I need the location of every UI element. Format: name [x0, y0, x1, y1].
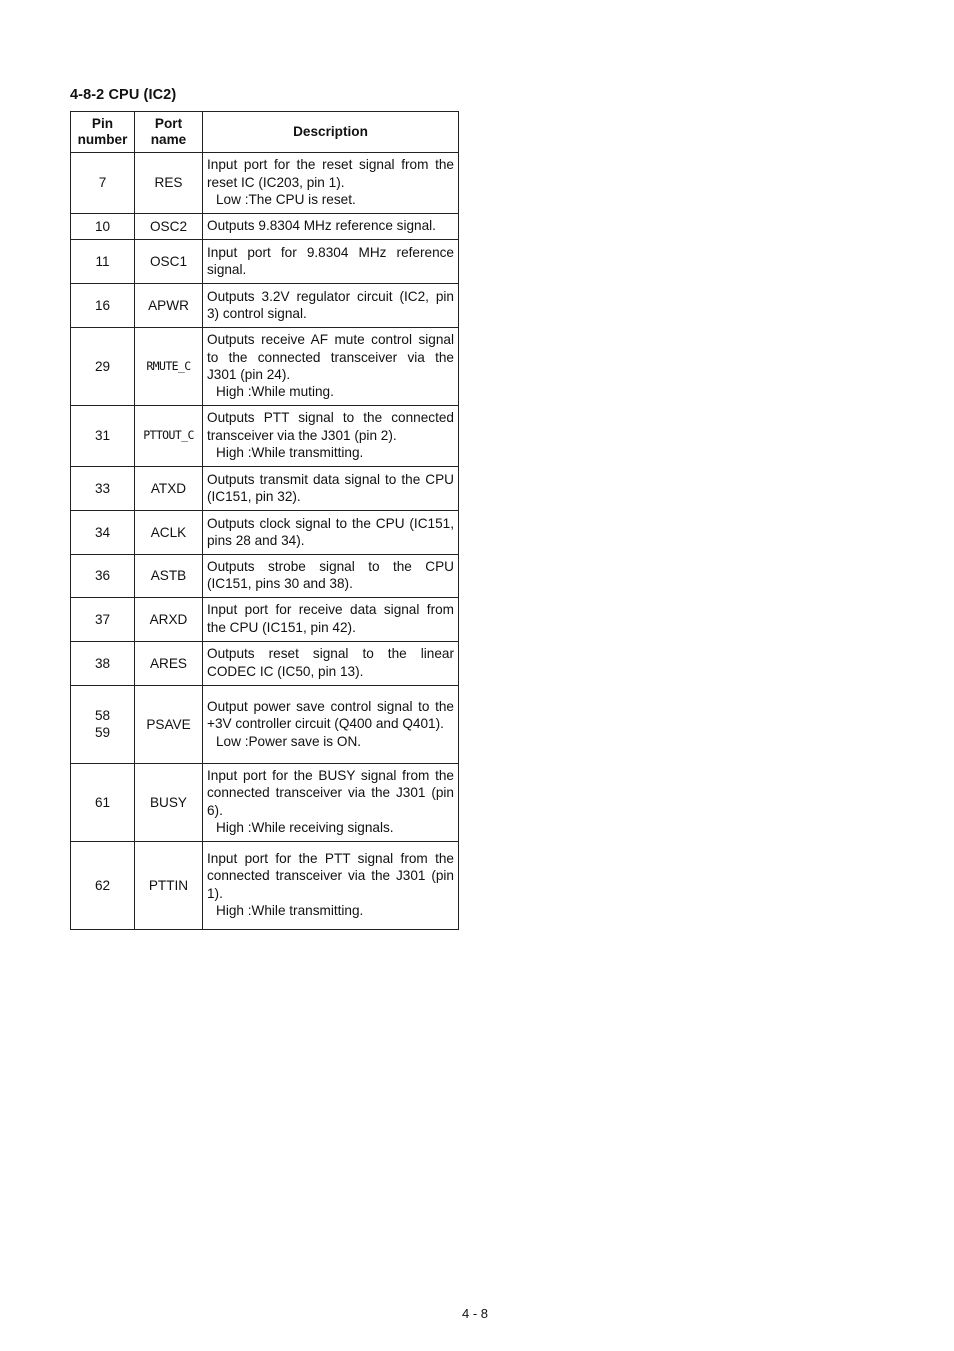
table-row [71, 214, 459, 240]
description-text: Input port for the PTT signal from the connected transceiver via the J301 (pin 1). [207, 851, 454, 901]
description-text: Input port for 9.8304 MHz reference signal. [207, 244, 454, 277]
pin-number-cell [71, 641, 135, 685]
table-row [71, 328, 459, 406]
table-row [71, 406, 459, 467]
table-row [71, 641, 459, 685]
pin-number: 33 [94, 480, 111, 496]
port-name-cell: OSC1 [135, 240, 203, 284]
port-name-cell: ACLK [135, 511, 203, 555]
pin-number-cell [71, 153, 135, 214]
table-body [71, 153, 459, 930]
description-cell [203, 763, 459, 841]
description-cell [203, 240, 459, 284]
description-text: Outputs 9.8304 MHz reference signal. [207, 218, 436, 234]
header-port-name: Port name [135, 112, 203, 153]
port-name-cell: RMUTE_C [135, 328, 203, 406]
description-cell [203, 641, 459, 685]
pin-number-cell [71, 240, 135, 284]
description-text: Outputs clock signal to the CPU (IC151, pins 28 and 34). [207, 515, 454, 548]
pin-number: 37 [94, 611, 111, 627]
port-name-cell: APWR [135, 284, 203, 328]
port-name-cell: ARXD [135, 597, 203, 641]
description-text: Input port for receive data signal from the CPU (IC151, pin 42). [207, 602, 454, 635]
header-description: Description [203, 112, 459, 153]
description-text: Outputs strobe signal to the CPU (IC151, pins 30 and 38). [207, 559, 454, 592]
pin-number: 59 [94, 725, 111, 741]
description-cell [203, 153, 459, 214]
header-pin-number: Pin number [71, 112, 135, 153]
description-cell [203, 467, 459, 511]
description-condition: High :While muting. [216, 384, 334, 400]
description-text: Outputs transmit data signal to the CPU (IC151, pin 32). [207, 471, 454, 504]
description-cell [203, 511, 459, 555]
port-name-cell: RES [135, 153, 203, 214]
pin-number: 11 [95, 253, 110, 269]
description-condition: High :While transmitting. [216, 903, 364, 919]
pin-number: 36 [94, 568, 111, 584]
table-row [71, 467, 459, 511]
port-name-cell: ARES [135, 641, 203, 685]
pin-number-cell [71, 284, 135, 328]
table-row [71, 284, 459, 328]
description-text: Outputs 3.2V regulator circuit (IC2, pin 3) control signal. [207, 288, 454, 321]
description-text: Input port for the BUSY signal from the connected transceiver via the J301 (pin 6). [207, 768, 454, 818]
page-number: 4 - 8 [462, 1306, 489, 1321]
description-cell [203, 597, 459, 641]
pin-number-cell [71, 763, 135, 841]
table-row [71, 153, 459, 214]
pin-number: 34 [94, 524, 111, 540]
table-row [71, 555, 459, 598]
port-name-cell: ATXD [135, 467, 203, 511]
pin-number-cell [71, 841, 135, 929]
description-cell [203, 685, 459, 763]
description-cell [203, 284, 459, 328]
pin-number-cell [71, 328, 135, 406]
table-header-row [71, 112, 459, 153]
description-text: Outputs receive AF mute control signal to the connected transceiver via the J301 (pin 24). [207, 332, 454, 382]
pin-number-cell [71, 467, 135, 511]
description-text: Outputs PTT signal to the connected transceiver via the J301 (pin 2). [207, 410, 454, 443]
pin-number-cell [71, 406, 135, 467]
pin-number: 29 [94, 358, 111, 374]
table-row [71, 685, 459, 763]
port-name-cell: PTTIN [135, 841, 203, 929]
pin-number-cell [71, 597, 135, 641]
table-row [71, 841, 459, 929]
cpu-pin-table [70, 111, 459, 930]
section-title: 4-8-2 CPU (IC2) [70, 87, 177, 103]
pin-number: 61 [94, 794, 111, 810]
pin-number-cell [71, 555, 135, 598]
table-row [71, 240, 459, 284]
pin-number: 31 [94, 428, 111, 444]
description-condition: High :While receiving signals. [216, 820, 394, 836]
port-name-cell: PSAVE [135, 685, 203, 763]
pin-number: 58 [94, 707, 111, 723]
pin-number-cell [71, 685, 135, 763]
description-condition: High :While transmitting. [216, 445, 364, 461]
pin-number: 62 [94, 877, 111, 893]
pin-number: 38 [94, 655, 111, 671]
pin-number-cell [71, 214, 135, 240]
description-cell [203, 555, 459, 598]
port-name-cell: ASTB [135, 555, 203, 598]
port-name-cell: PTTOUT_C [135, 406, 203, 467]
description-text: Input port for the reset signal from the reset IC (IC203, pin 1). [207, 157, 454, 190]
description-text: Outputs reset signal to the linear CODEC IC (IC50, pin 13). [207, 646, 454, 679]
table-row [71, 763, 459, 841]
description-text: Output power save control signal to the +3V controller circuit (Q400 and Q401). [207, 698, 454, 732]
description-cell [203, 406, 459, 467]
description-cell [203, 214, 459, 240]
port-name-cell: OSC2 [135, 214, 203, 240]
pin-number: 16 [94, 297, 111, 313]
table-row [71, 511, 459, 555]
pin-number: 7 [98, 175, 107, 191]
port-name-cell: BUSY [135, 763, 203, 841]
pin-number-cell [71, 511, 135, 555]
description-cell [203, 328, 459, 406]
description-condition: Low :Power save is ON. [216, 733, 362, 749]
description-cell [203, 841, 459, 929]
table-row [71, 597, 459, 641]
pin-number: 10 [94, 218, 111, 234]
description-condition: Low :The CPU is reset. [216, 192, 356, 208]
